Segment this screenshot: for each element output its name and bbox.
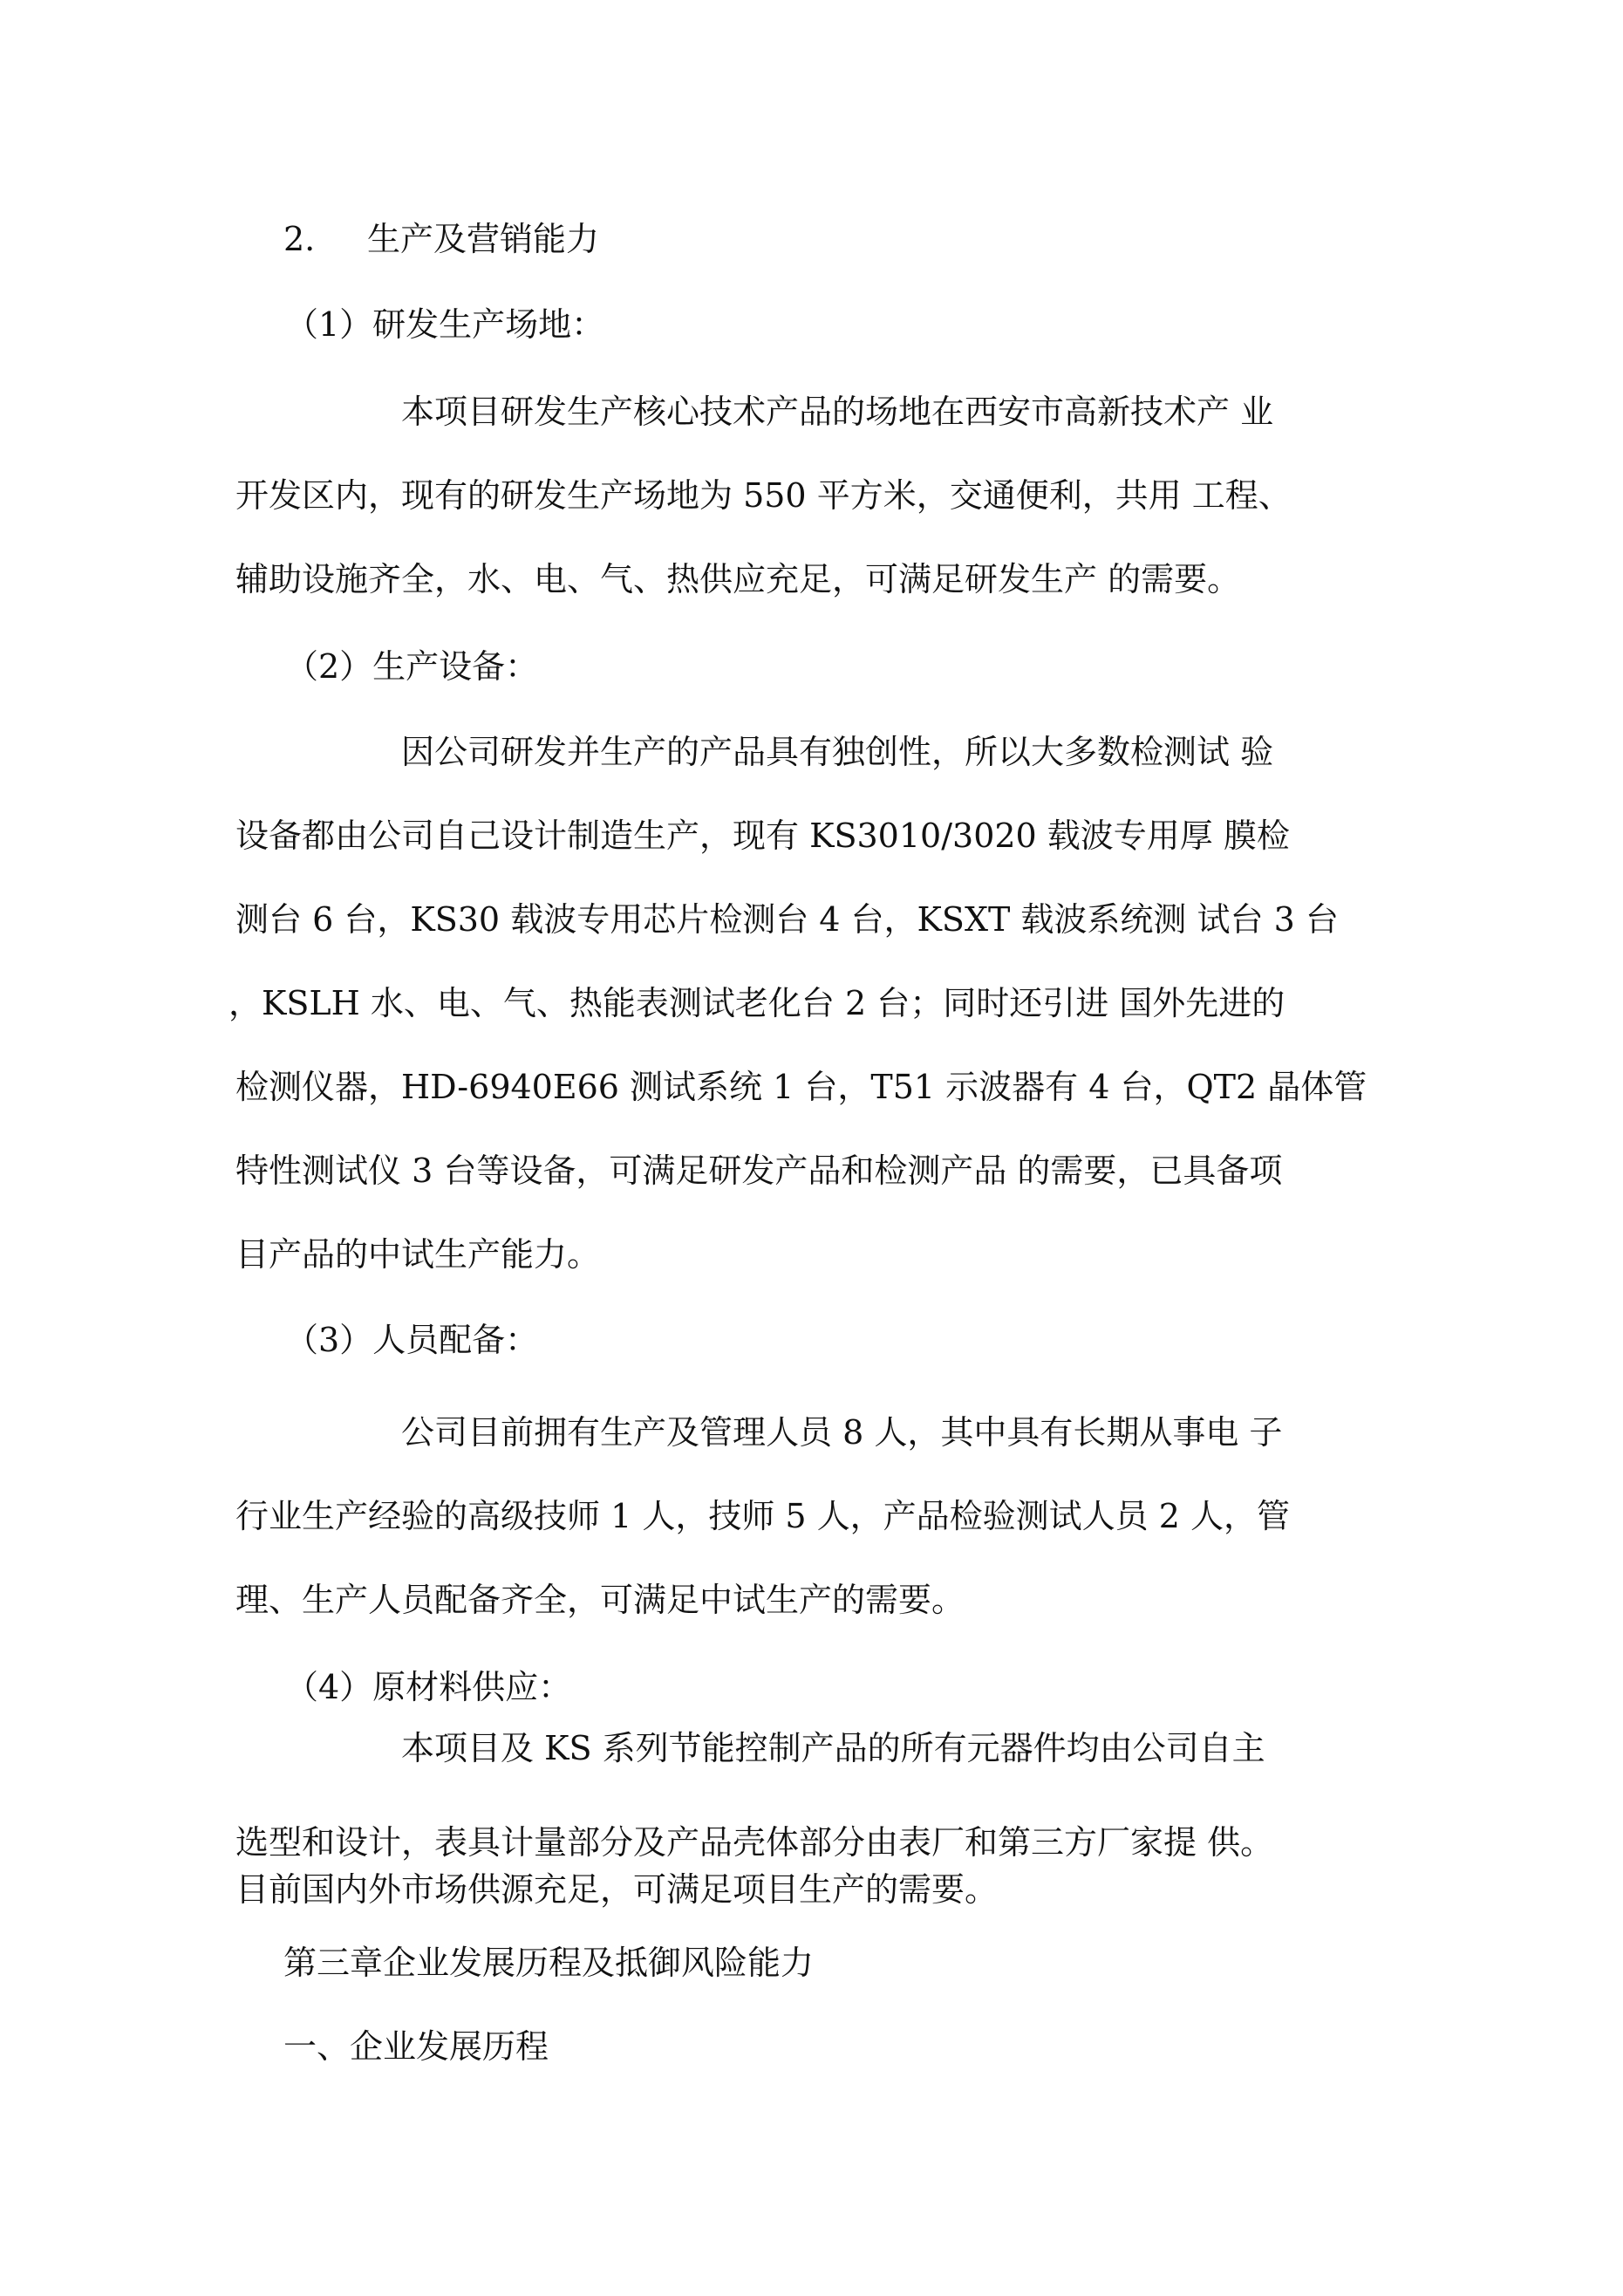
paragraph-line: 因公司研发并生产的产品具有独创性，所以大多数检测试 验 [401,733,1274,771]
paragraph-line: 本项目研发生产核心技术产品的场地在西安市高新技术产 业 [401,393,1274,431]
item-heading-2: （2）生产设备： [285,647,539,686]
item-heading-3: （3）人员配备： [285,1321,539,1359]
section-heading [283,218,599,260]
paragraph-line: 本项目及 KS 系列节能控制产品的所有元器件均由公司自主 [401,1729,1265,1767]
paragraph-line: 设备都由公司自己设计制造生产，现有 KS3010/3020 载波专用厚 膜检 [235,817,1290,855]
chapter-heading: 第三章企业发展历程及抵御风险能力 [283,1944,815,1982]
item-heading-4: （4）原材料供应： [285,1668,572,1706]
paragraph-line: 理、生产人员配备齐全，可满足中试生产的需要。 [235,1581,965,1619]
subsection-heading: 一、企业发展历程 [283,2027,549,2066]
paragraph-line: 特性测试仪 3 台等设备，可满足研发产品和检测产品 的需要，已具备项 [235,1151,1283,1190]
paragraph-line: 目产品的中试生产能力。 [235,1235,601,1274]
paragraph-line: 测台 6 台，KS30 载波专用芯片检测台 4 台，KSXT 载波系统测 试台 3 台 [235,900,1339,939]
paragraph-line: 检测仪器，HD-6940E66 测试系统 1 台，T51 示波器有 4 台，QT2 晶体管 [235,1068,1367,1106]
paragraph-line: 辅助设施齐全，水、电、气、热供应充足，可满足研发生产 的需要。 [235,560,1241,598]
paragraph-line: ，KSLH 水、电、气、热能表测试老化台 2 台；同时还引进 国外先进的 [228,984,1285,1022]
section-title: 生产及营销能力 [367,220,600,258]
paragraph-line: 目前国内外市场供源充足，可满足项目生产的需要。 [235,1870,999,1909]
paragraph-line: 公司目前拥有生产及管理人员 8 人，其中具有长期从事电 子 [401,1413,1283,1452]
item-heading-1: （1）研发生产场地： [285,305,605,344]
paragraph-line: 行业生产经验的高级技师 1 人，技师 5 人，产品检验测试人员 2 人，管 [235,1497,1291,1535]
paragraph-line: 选型和设计，表具计量部分及产品壳体部分由表厂和第三方厂家提 供。 [235,1823,1274,1862]
section-number: 2. [283,220,316,258]
paragraph-line: 开发区内，现有的研发生产场地为 550 平方米，交通便利，共用 工程、 [235,476,1292,515]
